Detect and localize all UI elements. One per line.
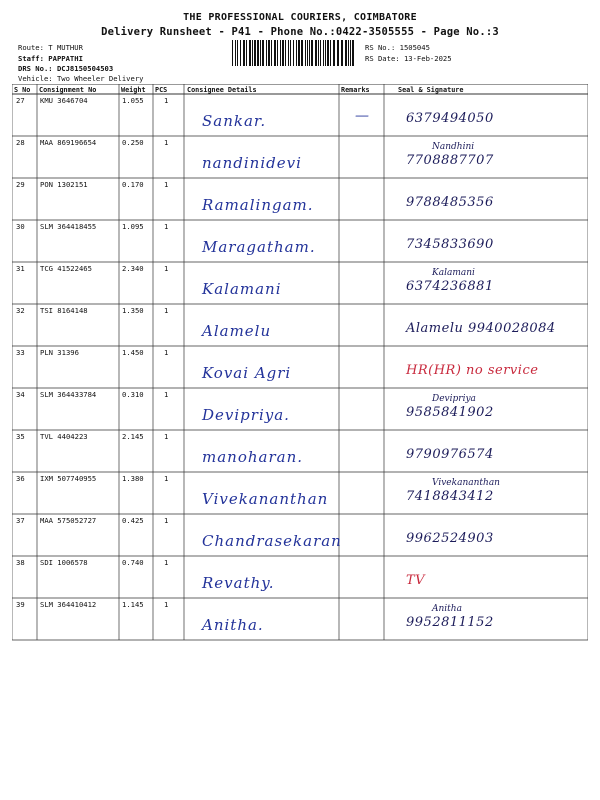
signature-phone: Alamelu 9940028084 bbox=[406, 321, 556, 336]
page-title: THE PROFESSIONAL COURIERS, COIMBATORE bbox=[183, 12, 417, 23]
consignment-no-cell: PLN 31396 bbox=[40, 348, 79, 357]
sno-cell: 29 bbox=[16, 180, 25, 189]
sno-cell: 28 bbox=[16, 138, 25, 147]
pcs-cell: 1 bbox=[164, 558, 169, 567]
signature-phone: 9790976574 bbox=[406, 447, 494, 462]
weight-cell: 0.250 bbox=[122, 138, 144, 147]
consignment-no-cell: SLM 364418455 bbox=[40, 222, 97, 231]
signature-phone: 6379494050 bbox=[406, 111, 494, 126]
pcs-cell: 1 bbox=[164, 432, 169, 441]
weight-cell: 2.145 bbox=[122, 432, 144, 441]
pcs-cell: 1 bbox=[164, 516, 169, 525]
consignment-no-cell: SDI 1006578 bbox=[40, 558, 88, 567]
weight-cell: 1.380 bbox=[122, 474, 144, 483]
sno-cell: 36 bbox=[16, 474, 25, 483]
signature-name: Vivekananthan bbox=[432, 478, 500, 488]
pcs-cell: 1 bbox=[164, 138, 169, 147]
col-header-sno: S No bbox=[14, 86, 31, 94]
col-header-consignee: Consignee Details bbox=[187, 86, 257, 94]
sno-cell: 32 bbox=[16, 306, 25, 315]
consignment-no-cell: TSI 8164148 bbox=[40, 306, 88, 315]
col-header-weight: Weight bbox=[121, 86, 146, 94]
sno-cell: 39 bbox=[16, 600, 25, 609]
pcs-cell: 1 bbox=[164, 600, 169, 609]
consignee-handwriting: Alamelu bbox=[202, 322, 272, 340]
consignment-no-cell: MAA 869196654 bbox=[40, 138, 97, 147]
consignee-handwriting: Kalamani bbox=[202, 280, 282, 298]
pcs-cell: 1 bbox=[164, 306, 169, 315]
signature-phone: HR(HR) no service bbox=[406, 363, 539, 378]
weight-cell: 1.450 bbox=[122, 348, 144, 357]
consignee-handwriting: nandinidevi bbox=[202, 154, 302, 172]
signature-phone: 6374236881 bbox=[406, 279, 494, 294]
weight-cell: 1.095 bbox=[122, 222, 144, 231]
weight-cell: 0.740 bbox=[122, 558, 144, 567]
col-header-signature: Seal & Signature bbox=[398, 86, 464, 94]
pcs-cell: 1 bbox=[164, 222, 169, 231]
consignment-no-cell: PON 1302151 bbox=[40, 180, 88, 189]
rs-date: RS Date: 13-Feb-2025 bbox=[365, 54, 452, 63]
consignment-no-cell: IXM 507740955 bbox=[40, 474, 97, 483]
signature-phone: 9788485356 bbox=[406, 195, 494, 210]
pcs-cell: 1 bbox=[164, 96, 169, 105]
consignee-handwriting: Chandrasekaran bbox=[202, 532, 342, 550]
consignee-handwriting: manoharan. bbox=[202, 448, 304, 466]
signature-name: Devipriya bbox=[432, 394, 476, 404]
remarks-cell: — bbox=[355, 108, 369, 124]
pcs-cell: 1 bbox=[164, 390, 169, 399]
consignment-no-cell: KMU 3646704 bbox=[40, 96, 88, 105]
pcs-cell: 1 bbox=[164, 264, 169, 273]
weight-cell: 0.310 bbox=[122, 390, 144, 399]
consignment-no-cell: TCG 41522465 bbox=[40, 264, 92, 273]
weight-cell: 1.145 bbox=[122, 600, 144, 609]
vehicle-label: Vehicle: Two Wheeler Delivery bbox=[18, 74, 144, 83]
signature-phone: 9962524903 bbox=[406, 531, 494, 546]
consignee-handwriting: Maragatham. bbox=[202, 238, 316, 256]
sno-cell: 34 bbox=[16, 390, 25, 399]
barcode bbox=[232, 40, 357, 66]
consignment-no-cell: SLM 364410412 bbox=[40, 600, 97, 609]
col-header-pcs: PCS bbox=[155, 86, 168, 94]
runsheet-subtitle: Delivery Runsheet - P41 - Phone No.:0422-3505555 - Page No.:3 bbox=[101, 26, 499, 38]
weight-cell: 0.170 bbox=[122, 180, 144, 189]
sno-cell: 38 bbox=[16, 558, 25, 567]
runsheet-table bbox=[12, 84, 588, 642]
pcs-cell: 1 bbox=[164, 474, 169, 483]
consignment-no-cell: SLM 364433784 bbox=[40, 390, 97, 399]
signature-name: Kalamani bbox=[432, 268, 475, 278]
weight-cell: 1.350 bbox=[122, 306, 144, 315]
consignee-handwriting: Revathy. bbox=[202, 574, 275, 592]
consignee-handwriting: Anitha. bbox=[202, 616, 264, 634]
weight-cell: 2.340 bbox=[122, 264, 144, 273]
route-label: Route: T MUTHUR bbox=[18, 43, 83, 52]
consignee-handwriting: Kovai Agri bbox=[202, 364, 292, 382]
pcs-cell: 1 bbox=[164, 348, 169, 357]
consignment-no-cell: MAA 575052727 bbox=[40, 516, 97, 525]
consignee-handwriting: Sankar. bbox=[202, 112, 267, 130]
staff-label: Staff: PAPPATHI bbox=[18, 54, 83, 63]
sno-cell: 27 bbox=[16, 96, 25, 105]
pcs-cell: 1 bbox=[164, 180, 169, 189]
signature-name: Anitha bbox=[432, 604, 462, 614]
signature-phone: 7708887707 bbox=[406, 153, 494, 168]
consignee-handwriting: Ramalingam. bbox=[202, 196, 314, 214]
sno-cell: 33 bbox=[16, 348, 25, 357]
sno-cell: 30 bbox=[16, 222, 25, 231]
weight-cell: 0.425 bbox=[122, 516, 144, 525]
consignment-no-cell: TVL 4404223 bbox=[40, 432, 88, 441]
rs-number: RS No.: 1505045 bbox=[365, 43, 430, 52]
signature-phone: 9952811152 bbox=[406, 615, 494, 630]
weight-cell: 1.055 bbox=[122, 96, 144, 105]
signature-phone: TV bbox=[406, 573, 426, 588]
consignee-handwriting: Vivekananthan bbox=[202, 490, 329, 508]
consignee-handwriting: Devipriya. bbox=[202, 406, 290, 424]
signature-name: Nandhini bbox=[432, 142, 475, 152]
signature-phone: 7418843412 bbox=[406, 489, 494, 504]
signature-phone: 9585841902 bbox=[406, 405, 494, 420]
sno-cell: 35 bbox=[16, 432, 25, 441]
signature-phone: 7345833690 bbox=[406, 237, 494, 252]
sno-cell: 37 bbox=[16, 516, 25, 525]
col-header-remarks: Remarks bbox=[341, 86, 370, 94]
drs-number: DRS No.: DCJ8150504503 bbox=[18, 64, 114, 73]
col-header-consignment: Consignment No bbox=[39, 86, 97, 94]
sno-cell: 31 bbox=[16, 264, 25, 273]
